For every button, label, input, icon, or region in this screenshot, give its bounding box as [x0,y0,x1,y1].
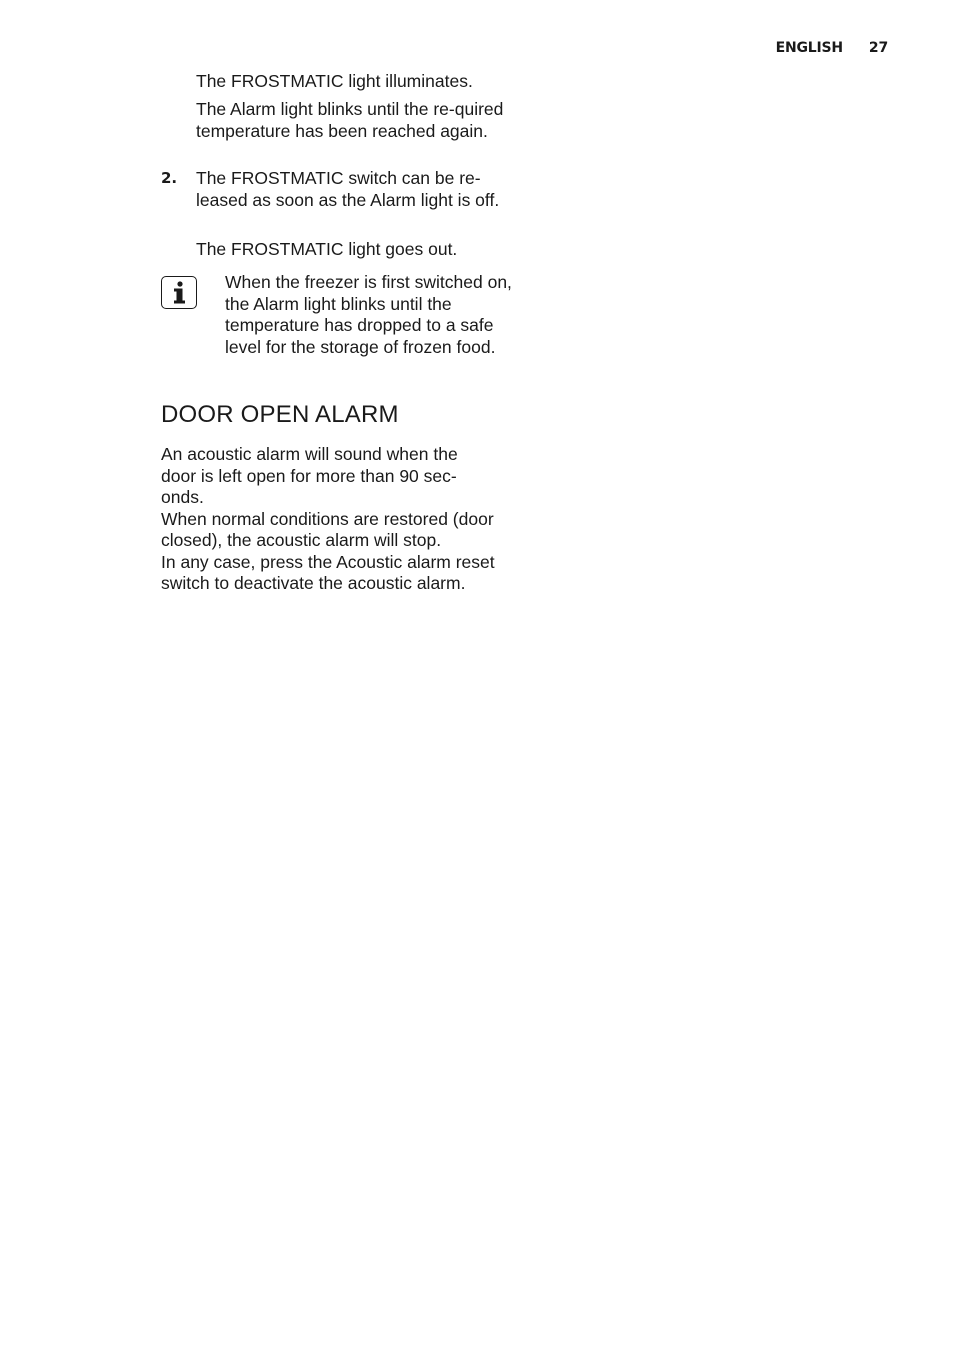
frostmatic-illuminates-text: The FROSTMATIC light illuminates. [196,71,473,91]
step-2-text: The FROSTMATIC switch can be re-leased as soon as the Alarm light is off. [196,168,500,210]
page-number: 27 [868,40,888,56]
frostmatic-goes-out-text: The FROSTMATIC light goes out. [196,239,458,259]
header-language: ENGLISH [775,40,843,56]
door-open-alarm-body [161,444,521,595]
step-number-2: 2. [161,169,178,187]
paragraph-reset-switch: In any case, press the Acoustic alarm reset switch to deactivate the acoustic alarm. [161,551,495,593]
section-title-door-open-alarm: DOOR OPEN ALARM [161,401,399,428]
alarm-blinks-text: The Alarm light blinks until the re-quired temperature has been reached again. [196,99,504,141]
page-header [776,40,888,56]
info-icon [161,276,197,309]
paragraph-acoustic-alarm: An acoustic alarm will sound when the door is left open for more than 90 sec-onds. [161,444,458,507]
info-note-text: When the freezer is first switched on, the Alarm light blinks until the temperature has dropped to a safe level for the storage of frozen food. [225,272,512,357]
paragraph-normal-conditions: When normal conditions are restored (door closed), the acoustic alarm will stop. [161,508,494,550]
